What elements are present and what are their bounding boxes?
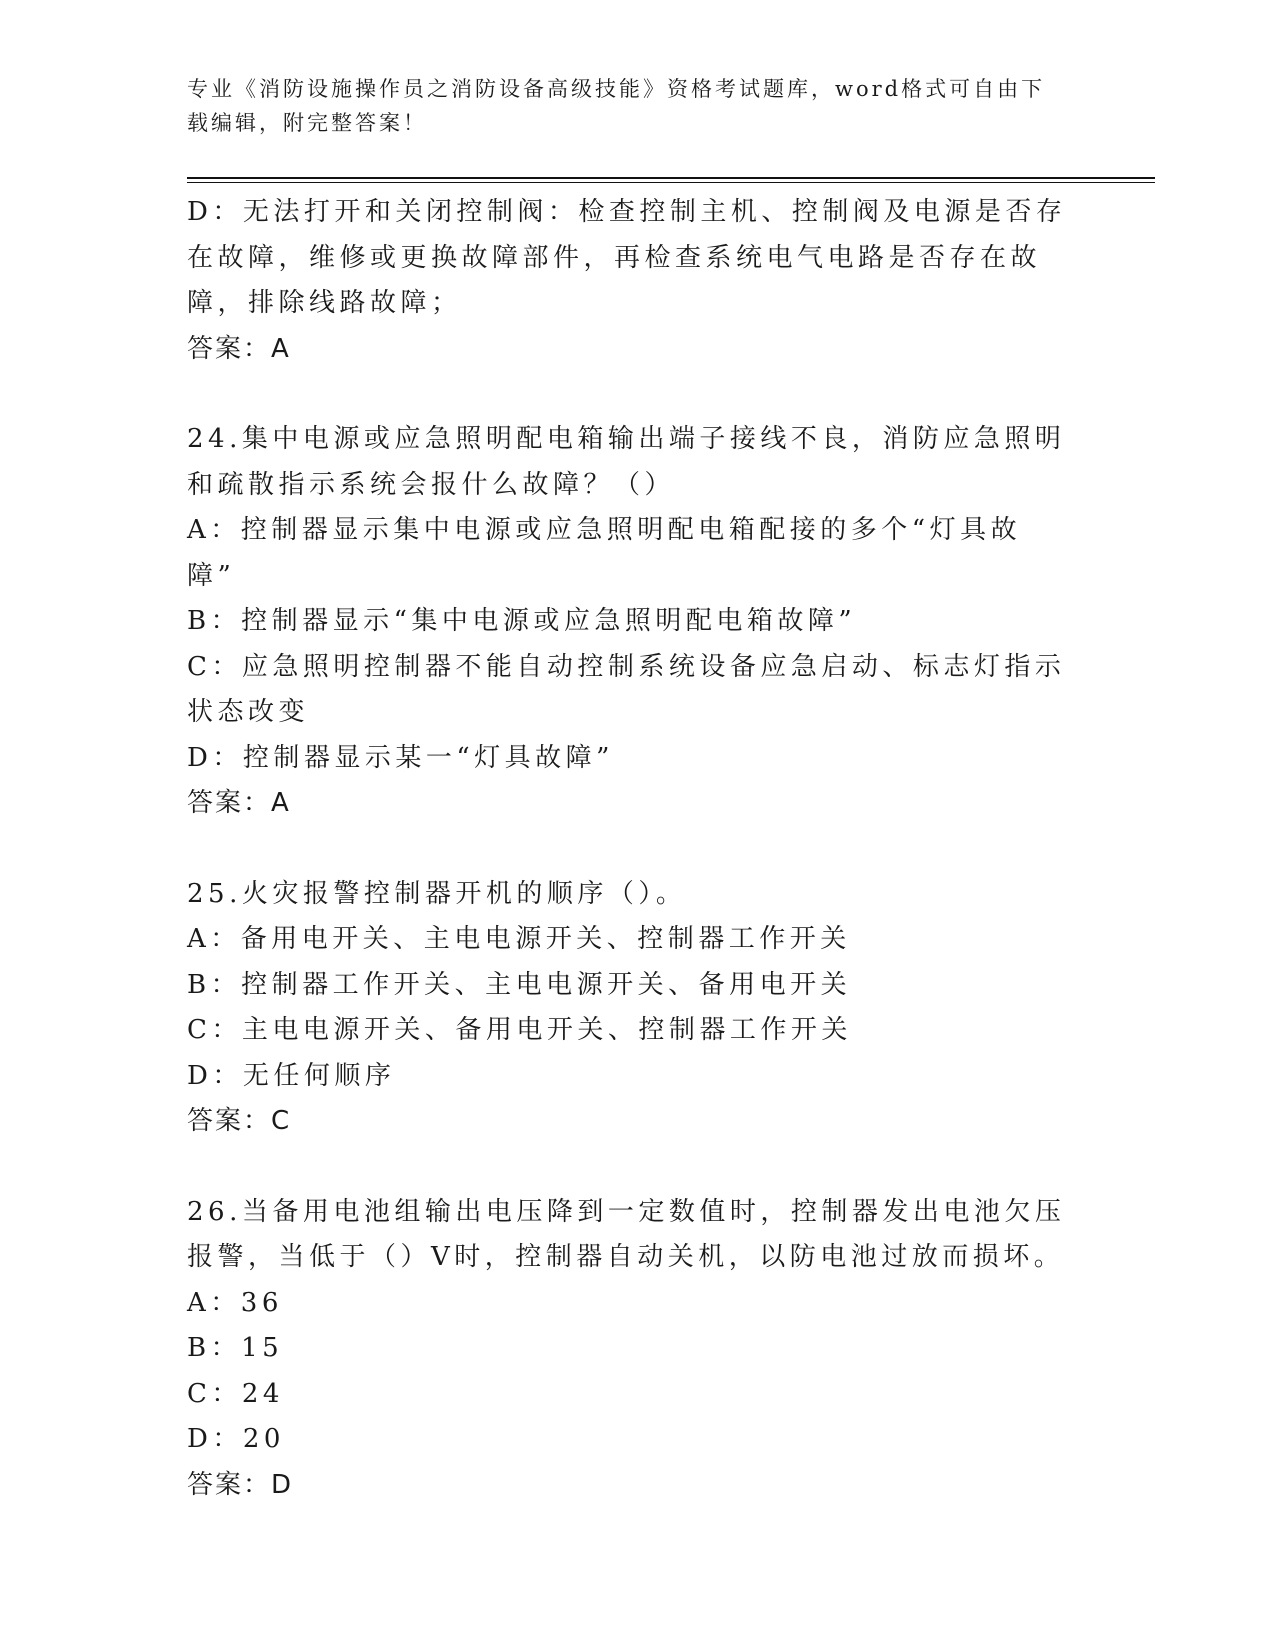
answer-line: 答案：D xyxy=(187,1469,294,1500)
page-header: 专业《消防设施操作员之消防设备高级技能》资格考试题库，word格式可自由下载编辑，附完整答案！ xyxy=(187,77,1046,135)
answer-line: 答案：A xyxy=(187,788,291,818)
option-d: D：无任何顺序 xyxy=(187,1060,396,1091)
question-24 xyxy=(187,417,1067,827)
previous-question-tail xyxy=(187,190,1067,372)
question-stem: 24.集中电源或应急照明配电箱输出端子接线不良，消防应急照明和疏散指示系统会报什么故障？（） xyxy=(187,424,1066,500)
question-26 xyxy=(187,1190,1067,1509)
option-c: C：24 xyxy=(187,1378,284,1409)
option-d: D：控制器显示某一“灯具故障” xyxy=(187,742,614,773)
spacer xyxy=(187,372,1067,417)
document-body xyxy=(187,190,1067,1508)
option-b: B：控制器工作开关、主电电源开关、备用电开关 xyxy=(187,969,852,1000)
spacer xyxy=(187,1145,1067,1190)
option-c: C：主电电源开关、备用电开关、控制器工作开关 xyxy=(187,1015,852,1045)
question-25 xyxy=(187,872,1067,1145)
question-stem: 25.火灾报警控制器开机的顺序（）。 xyxy=(187,878,687,909)
option-d: D：无法打开和关闭控制阀：检查控制主机、控制阀及电源是否存在故障，维修或更换故障部件，再检查系统电气电路是否存在故障，排除线路故障； xyxy=(187,197,1067,318)
answer-line: 答案：A xyxy=(187,333,291,364)
question-stem: 26.当备用电池组输出电压降到一定数值时，控制器发出电池欠压报警，当低于（）V时，控制器自动关机，以防电池过放而损坏。 xyxy=(187,1196,1066,1272)
option-a: A：控制器显示集中电源或应急照明配电箱配接的多个“灯具故障” xyxy=(187,515,1022,591)
option-b: B：15 xyxy=(187,1333,284,1363)
answer-line: 答案：C xyxy=(187,1106,292,1136)
option-d: D：20 xyxy=(187,1424,285,1454)
header-divider xyxy=(187,177,1155,183)
spacer xyxy=(187,827,1067,872)
option-c: C：应急照明控制器不能自动控制系统设备应急启动、标志灯指示状态改变 xyxy=(187,651,1066,727)
option-a: A：36 xyxy=(187,1287,283,1318)
option-b: B：控制器显示“集中电源或应急照明配电箱故障” xyxy=(187,606,857,636)
option-a: A：备用电开关、主电电源开关、控制器工作开关 xyxy=(187,924,851,954)
